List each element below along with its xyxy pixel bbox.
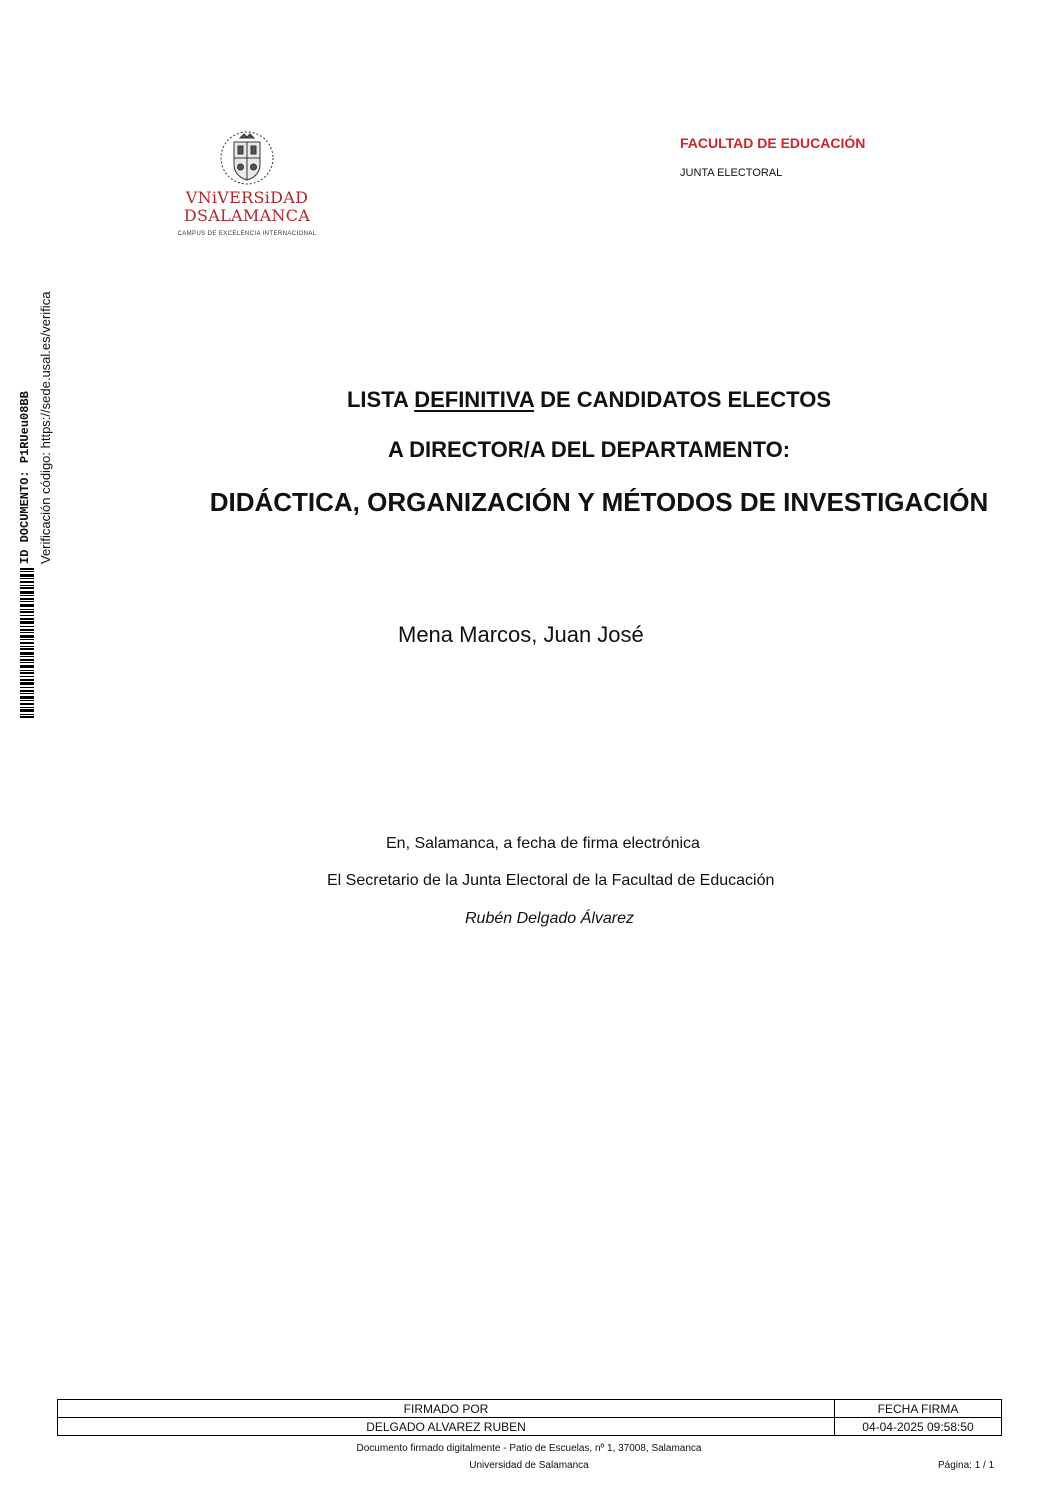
barcode-icon: [20, 568, 34, 718]
document-id: ID DOCUMENTO: P1RUeu08BB: [18, 391, 32, 564]
table-row: [58, 1400, 1002, 1418]
title-line-1-post: DE CANDIDATOS ELECTOS: [533, 387, 832, 412]
table-row: [58, 1418, 1002, 1436]
date-header: FECHA FIRMA: [835, 1400, 1002, 1418]
title-line-2: A DIRECTOR/A DEL DEPARTAMENTO:: [387, 437, 791, 462]
elected-candidate: Mena Marcos, Juan José: [398, 622, 644, 647]
footer-university: Universidad de Salamanca: [469, 1460, 589, 1471]
verification-strip: [18, 278, 58, 718]
signature-table: [57, 1399, 1002, 1436]
university-logo: [172, 128, 322, 240]
signer-name: Rubén Delgado Álvarez: [465, 910, 634, 927]
signed-by-header: FIRMADO POR: [58, 1400, 835, 1418]
logo-line-2: DSALAMANCA: [183, 206, 311, 225]
place-and-date: En, Salamanca, a fecha de firma electrónica: [386, 835, 700, 852]
department-name: DIDÁCTICA, ORGANIZACIÓN Y MÉTODOS DE INVESTIGACIÓN: [209, 487, 989, 517]
title-line-1-pre: LISTA: [346, 387, 415, 412]
title-definitiva: DEFINITIVA: [414, 387, 534, 412]
footer-note: Documento firmado digitalmente - Patio de Escuelas, nº 1, 37008, Salamanca: [356, 1443, 702, 1454]
coat-of-arms-icon: [218, 128, 276, 188]
title-line-1: [60, 387, 1058, 413]
electoral-board-label: JUNTA ELECTORAL: [680, 167, 783, 179]
faculty-name: FACULTAD DE EDUCACIÓN: [680, 135, 866, 151]
secretary-role: El Secretario de la Junta Electoral de la Facultad de Educación: [327, 872, 775, 889]
signed-by-value: DELGADO ALVAREZ RUBEN: [58, 1418, 835, 1436]
logo-tagline: CAMPUS DE EXCELENCIA INTERNACIONAL: [177, 231, 317, 237]
page-number: Página: 1 / 1: [938, 1460, 995, 1471]
verification-url[interactable]: Verificación código: https://sede.usal.es/verifica: [38, 291, 53, 564]
logo-line-1: VNiVERSiDAD: [185, 188, 309, 207]
date-value: 04-04-2025 09:58:50: [835, 1418, 1002, 1436]
